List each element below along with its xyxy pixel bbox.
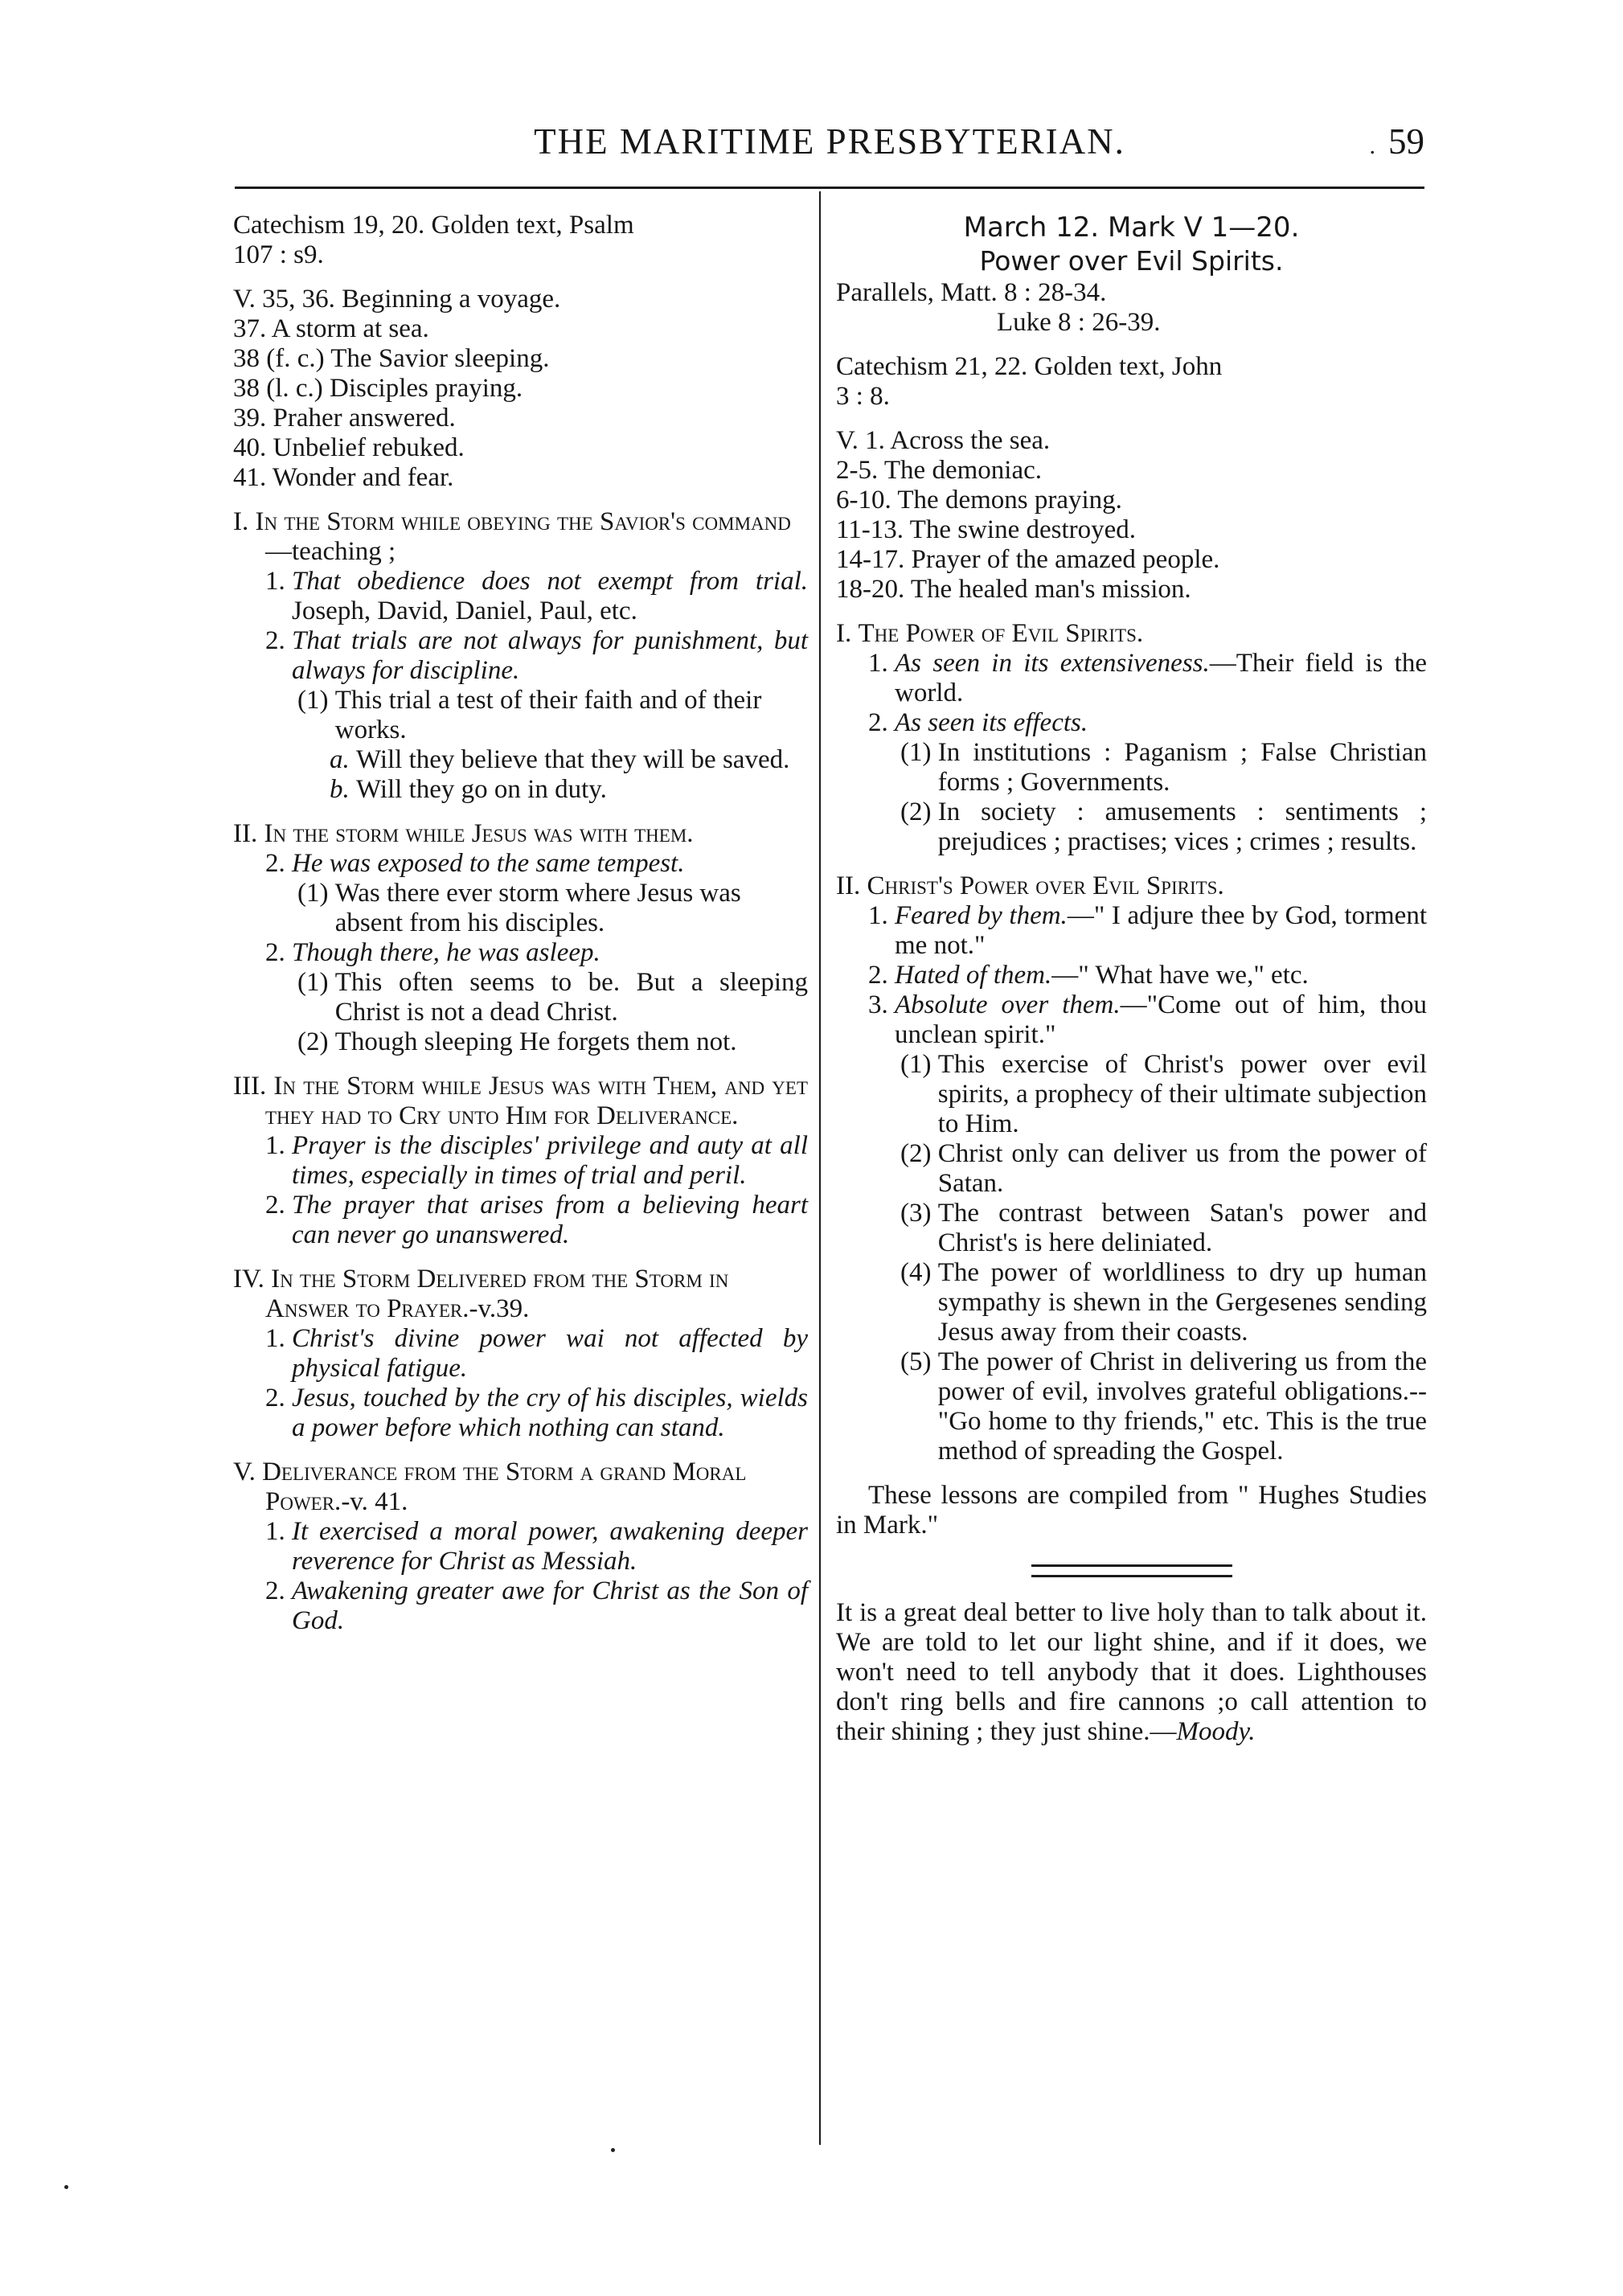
subpoint-text: Though sleeping He forgets them not. [334, 1027, 737, 1056]
verse-text: Wonder and fear. [266, 463, 454, 492]
subpoint-number: (1) [900, 738, 938, 767]
left-intro [233, 211, 808, 270]
section-separator [1031, 1564, 1232, 1577]
section-number: III. [233, 1072, 274, 1101]
verse-text: Across the sea. [884, 426, 1051, 455]
verse-item [836, 426, 1427, 456]
section-heading [836, 871, 1427, 901]
section-heading [836, 619, 1427, 649]
subpoint [297, 686, 808, 745]
point-number: 2. [265, 938, 292, 967]
left-catechism-line1: Catechism 19, 20. Golden text, Psalm [233, 211, 634, 240]
verse-item [836, 575, 1427, 605]
subsubpoint-letter: b. [330, 775, 356, 804]
page-number-value: 59 [1388, 121, 1424, 162]
right-catechism-line1: Catechism 21, 22. Golden text, John [836, 352, 1223, 381]
subpoint [900, 1139, 1427, 1199]
verse-item [836, 515, 1427, 545]
subpoint [297, 968, 808, 1027]
point-italic: He was exposed to the same tempest. [292, 849, 685, 878]
point-number: 2. [265, 1384, 292, 1412]
point [265, 1324, 808, 1384]
left-section-1 [233, 507, 808, 805]
point [868, 901, 1427, 961]
column-divider [819, 191, 821, 2145]
verse-ref: 2-5. [836, 456, 879, 485]
page-number [1370, 121, 1425, 162]
verse-ref: 40. [233, 433, 267, 462]
journal-title: THE MARITIME PRESBYTERIAN. [534, 121, 1125, 162]
parallels-line1: Parallels, Matt. 8 : 28-34. [836, 278, 1107, 307]
section-number: IV. [233, 1265, 272, 1294]
point-text [895, 649, 1427, 708]
verse-text: The demoniac. [878, 456, 1042, 485]
subsubpoint-letter: a. [330, 745, 356, 774]
verse-item [233, 463, 808, 493]
print-speck [611, 2148, 615, 2152]
point-number: 1. [868, 901, 895, 930]
point-italic: Christ's divine power wai not affected by physical fatigue. [292, 1324, 808, 1383]
verse-text: Praher answered. [266, 404, 456, 433]
subsubpoint [330, 745, 808, 775]
point-italic: Jesus, touched by the cry of his disciples, wields a power before which nothing can stand. [292, 1384, 808, 1442]
point-roman: Joseph, David, Daniel, Paul, etc. [292, 597, 637, 625]
point-number: 2. [265, 849, 292, 878]
point-italic: As seen its effects. [895, 708, 1088, 737]
point [868, 990, 1427, 1050]
point-roman: —" I adjure thee by God, torment me not." [895, 901, 1427, 960]
print-speck [64, 2185, 68, 2189]
left-catechism-line2: 107 : s9. [233, 240, 324, 269]
subpoint-text: In society : amusements : sentiments ; prejudices ; practises; vices ; crimes ; results. [937, 797, 1427, 856]
header-rule [235, 187, 1424, 189]
section-heading-tail: -v.39. [469, 1294, 530, 1323]
right-catechism [836, 352, 1427, 412]
point [265, 1131, 808, 1191]
verse-item [233, 314, 808, 344]
parallels-line2: Luke 8 : 26-39. [997, 308, 1161, 337]
left-section-3 [233, 1072, 808, 1250]
point-number: 1. [868, 649, 895, 678]
point-number: 2. [265, 626, 292, 655]
subpoint-number: (2) [297, 1027, 335, 1056]
section-heading-text: Deliverance from the Storm a grand Moral Power. [262, 1458, 747, 1516]
point-roman: —" What have we," etc. [1051, 961, 1309, 990]
section-number: I. [836, 619, 859, 648]
section-heading-text: In the Storm while obeying the Savior's command [255, 507, 791, 536]
left-verse-list [233, 285, 808, 493]
point [265, 1384, 808, 1443]
verse-item [233, 285, 808, 314]
point [265, 1576, 808, 1636]
section-heading-text: The Power of Evil Spirits. [858, 619, 1144, 648]
point-text [895, 990, 1427, 1050]
subsubpoint-text: Will they go on in duty. [356, 775, 607, 804]
subsubpoint [330, 775, 808, 805]
verse-item [233, 433, 808, 463]
verse-ref: V. 35, 36. [233, 285, 335, 314]
verse-text: Prayer of the amazed people. [904, 545, 1220, 574]
subpoint [900, 738, 1427, 797]
point-italic: Though there, he was asleep. [292, 938, 600, 967]
section-heading [233, 1265, 808, 1324]
point [868, 649, 1427, 708]
verse-text: The demons praying. [891, 486, 1122, 515]
verse-item [233, 404, 808, 433]
point [265, 849, 808, 879]
left-section-4 [233, 1265, 808, 1443]
subpoint-number: (1) [297, 968, 335, 997]
quote-author: Moody. [1176, 1717, 1256, 1746]
running-header [235, 121, 1424, 177]
section-heading-text: In the Storm Delivered from the Storm in Answer to Prayer. [265, 1265, 729, 1323]
subpoint-number: (5) [900, 1347, 938, 1376]
subpoint-number: (4) [900, 1258, 938, 1287]
point-italic: As seen in its extensiveness. [895, 649, 1210, 678]
point-text [895, 961, 1427, 990]
point [868, 708, 1427, 738]
verse-text: A storm at sea. [266, 314, 429, 343]
verse-text: Beginning a voyage. [334, 285, 561, 314]
point-italic: Hated of them. [895, 961, 1052, 990]
stray-dot: . [1369, 133, 1375, 159]
subpoint-text: This exercise of Christ's power over evil spirits, a prophecy of their ultimate subjection to Him. [937, 1050, 1427, 1138]
point-italic: Absolute over them. [895, 990, 1121, 1019]
point [265, 567, 808, 626]
point-text [895, 901, 1427, 961]
verse-item [233, 374, 808, 404]
point-number: 1. [265, 567, 292, 596]
point [265, 1191, 808, 1250]
verse-text: Unbelief rebuked. [266, 433, 465, 462]
verse-item [836, 456, 1427, 486]
subpoint-number: (1) [297, 686, 335, 715]
subpoint-text: Was there ever storm where Jesus was absent from his disciples. [334, 879, 741, 937]
verse-text: Disciples praying. [322, 374, 523, 403]
section-heading-text: In the Storm while Jesus was with Them, and yet they had to Cry unto Him for Deliverance. [265, 1072, 808, 1130]
verse-ref: 18-20. [836, 575, 905, 604]
compiled-note: These lessons are compiled from " Hughes Studies in Mark." [836, 1481, 1427, 1540]
lesson-subtitle: Power over Evil Spirits. [979, 245, 1284, 277]
subpoint [297, 1027, 808, 1057]
verse-ref: 38 (l. c.) [233, 374, 323, 403]
point-number: 2. [265, 1191, 292, 1220]
verse-ref: 6-10. [836, 486, 891, 515]
point-roman: —"Come out of him, thou unclean spirit." [895, 990, 1427, 1049]
left-section-2 [233, 819, 808, 1057]
section-number: I. [233, 507, 256, 536]
subsubpoint-text: Will they believe that they will be saved. [356, 745, 790, 774]
verse-text: The Savior sleeping. [324, 344, 550, 373]
moody-quote [836, 1598, 1427, 1747]
left-column [233, 211, 808, 1650]
point-italic: Prayer is the disciples' privilege and auty at all times, especially in times of trial and peril. [292, 1131, 808, 1190]
subpoint-text: This trial a test of their faith and of their works. [334, 686, 762, 744]
point-italic: The prayer that arises from a believing heart can never go unanswered. [292, 1191, 808, 1249]
subpoint [297, 879, 808, 938]
point-number: 2. [868, 708, 895, 737]
section-heading-tail: -v. 41. [341, 1487, 408, 1516]
section-number: V. [233, 1458, 263, 1486]
point-text [292, 567, 808, 626]
point-italic: It exercised a moral power, awakening deeper reverence for Christ as Messiah. [292, 1517, 808, 1576]
point-italic: Awakening greater awe for Christ as the Son of God. [292, 1576, 808, 1635]
parallels [836, 278, 1427, 338]
right-section-2 [836, 871, 1427, 1466]
point [265, 938, 808, 968]
verse-ref: 39. [233, 404, 267, 433]
verse-ref: 37. [233, 314, 267, 343]
subpoint [900, 797, 1427, 857]
section-heading-tail: —teaching ; [265, 537, 396, 566]
section-heading-text: In the storm while Jesus was with them. [264, 819, 694, 848]
verse-item [836, 545, 1427, 575]
point-italic: That trials are not always for punishment, but always for discipline. [292, 626, 808, 685]
point-roman: —Their field is the world. [895, 649, 1427, 707]
point-italic: That obedience does not exempt from trial. [292, 567, 808, 596]
subpoint-text: The power of worldliness to dry up human sympathy is shewn in the Gergesenes sending Jesus away from their coasts. [937, 1258, 1427, 1347]
subpoint-text: The contrast between Satan's power and Christ's is here deliniated. [937, 1199, 1427, 1257]
right-verse-list [836, 426, 1427, 605]
verse-ref: 41. [233, 463, 267, 492]
section-heading [233, 507, 808, 567]
subpoint-text: In institutions : Paganism ; False Christian forms ; Governments. [937, 738, 1427, 797]
subpoint-text: The power of Christ in delivering us from the power of evil, involves grateful obligations.--"Go home to thy friends," etc. This is the true method of spreading the Gospel. [937, 1347, 1427, 1466]
subpoint [900, 1347, 1427, 1466]
point [868, 961, 1427, 990]
subpoint-number: (2) [900, 1139, 938, 1168]
subpoint [900, 1199, 1427, 1258]
section-heading [233, 819, 808, 849]
point [265, 626, 808, 686]
section-heading [233, 1072, 808, 1131]
section-heading [233, 1458, 808, 1517]
verse-ref: V. 1. [836, 426, 885, 455]
subpoint-text: This often seems to be. But a sleeping Christ is not a dead Christ. [334, 968, 808, 1027]
verse-ref: 14-17. [836, 545, 905, 574]
verse-ref: 11-13. [836, 515, 904, 544]
point-number: 1. [265, 1517, 292, 1546]
subpoint-number: (2) [900, 797, 938, 826]
subpoint-text: Christ only can deliver us from the power of Satan. [937, 1139, 1427, 1198]
section-heading-text: Christ's Power over Evil Spirits. [867, 871, 1224, 900]
point-italic: Feared by them. [895, 901, 1068, 930]
subpoint-number: (1) [900, 1050, 938, 1079]
right-section-1 [836, 619, 1427, 857]
section-number: II. [836, 871, 867, 900]
right-catechism-line2: 3 : 8. [836, 382, 890, 411]
verse-text: The swine destroyed. [904, 515, 1137, 544]
subpoint-number: (1) [297, 879, 335, 908]
point-number: 3. [868, 990, 895, 1019]
verse-item [836, 486, 1427, 515]
subpoint [900, 1050, 1427, 1139]
subpoint-number: (3) [900, 1199, 938, 1228]
lesson-title: March 12. Mark V 1—20. [963, 211, 1300, 244]
point [265, 1517, 808, 1576]
point-number: 1. [265, 1131, 292, 1160]
section-number: II. [233, 819, 264, 848]
verse-text: The healed man's mission. [904, 575, 1191, 604]
verse-item [233, 344, 808, 374]
left-section-5 [233, 1458, 808, 1636]
subpoint [900, 1258, 1427, 1347]
verse-ref: 38 (f. c.) [233, 344, 325, 373]
point-number: 2. [868, 961, 895, 990]
quote-text: It is a great deal better to live holy than to talk about it. We are told to let our light shine, and if it does, we won't need to tell anybody that it does. Lighthouses don't ring bells and fire cannons ;o call attention to their shining ; they just shine.— [836, 1598, 1427, 1746]
right-column [836, 211, 1427, 1747]
point-number: 1. [265, 1324, 292, 1353]
point-number: 2. [265, 1576, 292, 1605]
